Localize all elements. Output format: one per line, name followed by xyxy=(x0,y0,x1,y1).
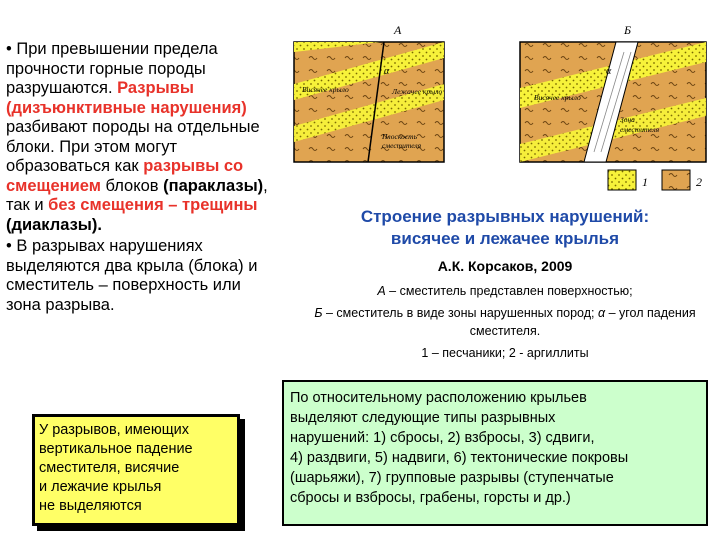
fault-structure-figure xyxy=(288,12,716,200)
term-diaclases: (диаклазы). xyxy=(6,215,102,234)
bullet-1 xyxy=(6,40,278,235)
desc-a xyxy=(300,282,710,300)
label-a: А xyxy=(394,23,402,37)
note-line: не выделяются xyxy=(39,498,142,514)
alpha-symbol: α xyxy=(597,306,606,320)
hanging-wall-a: Висячее крыло xyxy=(302,85,349,94)
note-line: У разрывов, имеющих xyxy=(39,422,189,438)
caption-line-2: висячее и лежачее крылья xyxy=(390,229,620,248)
label-b: Б xyxy=(624,23,632,37)
note-line: нарушений: 1) сбросы, 2) взбросы, 3) сдвиги, xyxy=(290,430,595,446)
bullet-2: • В разрывах нарушениях выделяются два крыла (блока) и сместитель – поверхность или зона разрыва. xyxy=(6,237,258,314)
figure-description xyxy=(300,282,710,366)
fault-plane-label-1: Плоскость xyxy=(382,132,417,141)
note-line: По относительному расположению крыльев xyxy=(290,390,587,406)
note-line: выделяют следующие типы разрывных xyxy=(290,410,556,426)
fault-zone-label-2: сместителя xyxy=(620,125,660,134)
fault-plane-label-2: сместителя xyxy=(382,141,422,150)
term-cracks: без смещения – трещины xyxy=(48,196,258,214)
figure-legend xyxy=(608,170,702,190)
letter-a: А xyxy=(377,284,386,298)
desc-b-text-2: – угол падения сместителя. xyxy=(469,306,696,338)
note-line: вертикальное падение xyxy=(39,441,193,457)
note-line: и лежачие крылья xyxy=(39,479,162,495)
text-span: , так и xyxy=(6,176,268,214)
desc-a-text: – сместитель представлен поверхностью; xyxy=(385,284,633,298)
text-span: • При превышении предела прочности горные породы разрушаются. xyxy=(6,40,218,97)
author-credit: А.К. Корсаков, 2009 xyxy=(437,258,573,274)
note-line: сместителя, висячие xyxy=(39,460,180,476)
letter-b: Б xyxy=(314,306,323,320)
panel-b xyxy=(520,23,706,162)
term-offset-faults: разрывы со смещением xyxy=(6,157,244,195)
footwall-a: Лежачее крыло xyxy=(392,87,443,96)
alpha-a: α xyxy=(384,66,390,77)
alpha-b: α xyxy=(606,66,612,77)
note-line: 4) раздвиги, 5) надвиги, 6) тектонические покровы xyxy=(290,450,629,466)
caption-line-1: Строение разрывных нарушений: xyxy=(360,207,650,226)
main-text xyxy=(6,40,278,317)
desc-legend: 1 – песчаники; 2 - аргиллиты xyxy=(421,346,589,360)
term-disjunctive: Разрывы (дизъюнктивные нарушения) xyxy=(6,79,247,117)
desc-b xyxy=(300,304,710,340)
vertical-fault-note xyxy=(32,414,240,526)
fault-types-note xyxy=(282,380,708,526)
figure-caption xyxy=(300,206,710,250)
text-span: блоков xyxy=(100,176,164,195)
hanging-wall-b: Висячее крыло xyxy=(534,93,581,102)
legend-2-label: 2 xyxy=(696,175,702,189)
fault-zone-label-1: Зона xyxy=(620,115,635,124)
term-paraclases: (параклазы) xyxy=(163,176,264,195)
panel-a xyxy=(294,23,444,162)
desc-b-text: – сместитель в виде зоны нарушенных пород; xyxy=(322,306,598,320)
legend-1-label: 1 xyxy=(642,175,648,189)
note-line: (шарьяжи), 7) групповые разрывы (ступенчатые xyxy=(290,470,614,486)
text-span: разбивают породы на отдельные блоки. При этом могут образоваться как xyxy=(6,118,260,175)
note-line: сбросы и взбросы, грабены, горсты и др.) xyxy=(290,490,571,506)
